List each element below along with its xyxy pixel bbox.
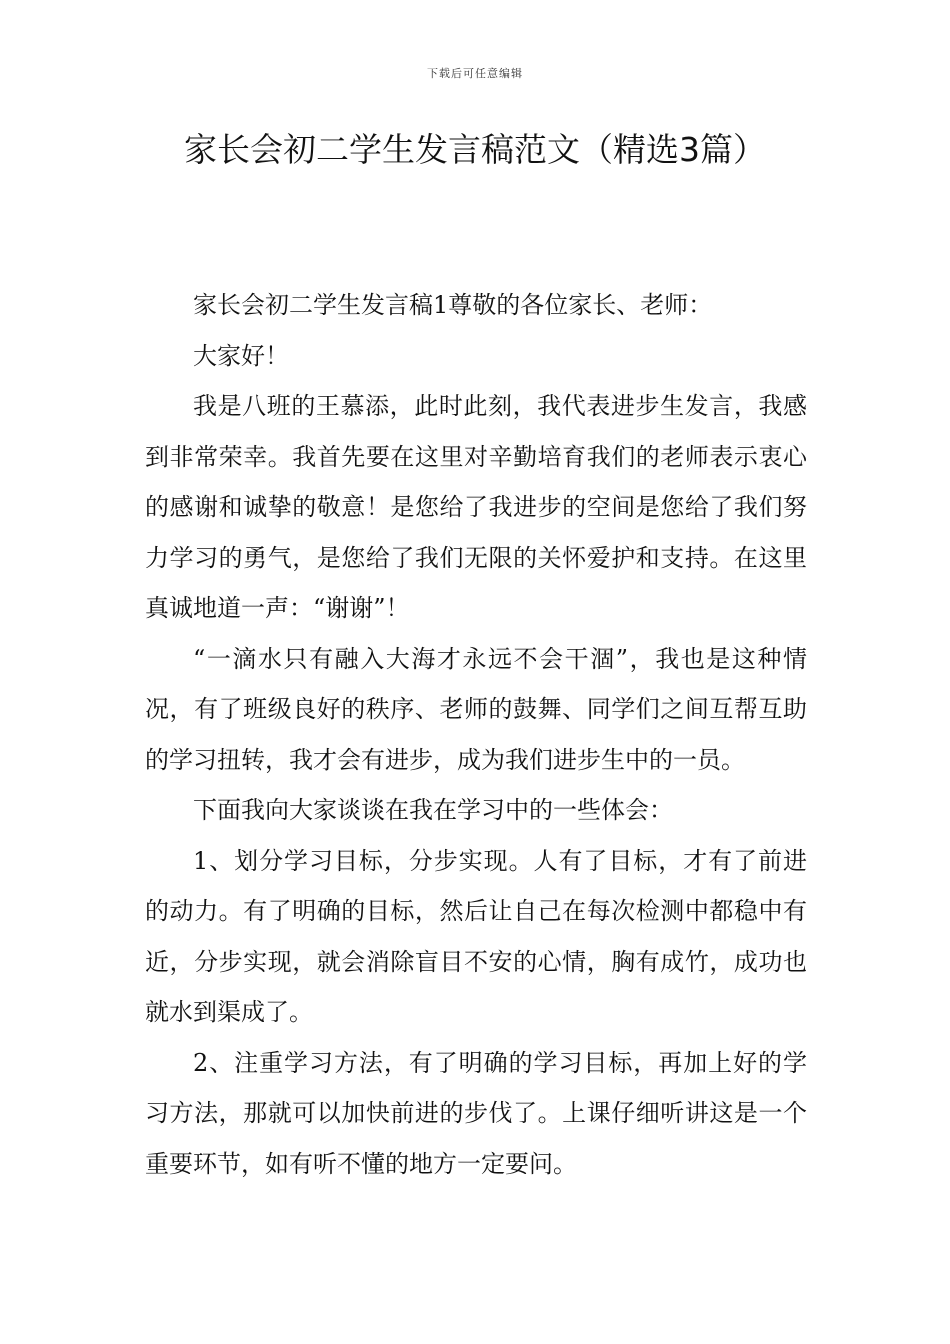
paragraph-hello: 大家好！ (193, 341, 289, 370)
paragraph-point-1: 1、划分学习目标，分步实现。人有了目标，才有了前进的动力。有了明确的目标，然后让自己在每次检测中都稳中有近，分步实现，就会消除盲目不安的心情，胸有成竹，成功也就水到渠成了。 (145, 846, 807, 1026)
paragraph-point-2: 2、注重学习方法，有了明确的学习目标，再加上好的学习方法，那就可以加快前进的步伐了。上课仔细听讲这是一个重要环节，如有听不懂的地方一定要问。 (145, 1048, 807, 1178)
header-note: 下载后可任意编辑 (427, 67, 523, 80)
paragraph-greeting-heading: 家长会初二学生发言稿1尊敬的各位家长、老师： (193, 291, 713, 319)
document-title: 家长会初二学生发言稿范文（精选3篇） (184, 130, 766, 169)
paragraph-experience-intro: 下面我向大家谈谈在我在学习中的一些体会： (193, 796, 673, 824)
paragraph-introduction: 我是八班的王慕添，此时此刻，我代表进步生发言，我感到非常荣幸。我首先要在这里对辛勤培育我们的老师表示衷心的感谢和诚挚的敬意！是您给了我进步的空间是您给了我们努力学习的勇气，是您给了我们无限的关怀爱护和支持。在这里真诚地道一声：“谢谢”！ (145, 392, 807, 622)
paragraph-water-drop: “一滴水只有融入大海才永远不会干涸”，我也是这种情况，有了班级良好的秩序、老师的鼓舞、同学们之间互帮互助的学习扭转，我才会有进步，成为我们进步生中的一员。 (145, 644, 807, 774)
document-body (145, 280, 807, 1189)
